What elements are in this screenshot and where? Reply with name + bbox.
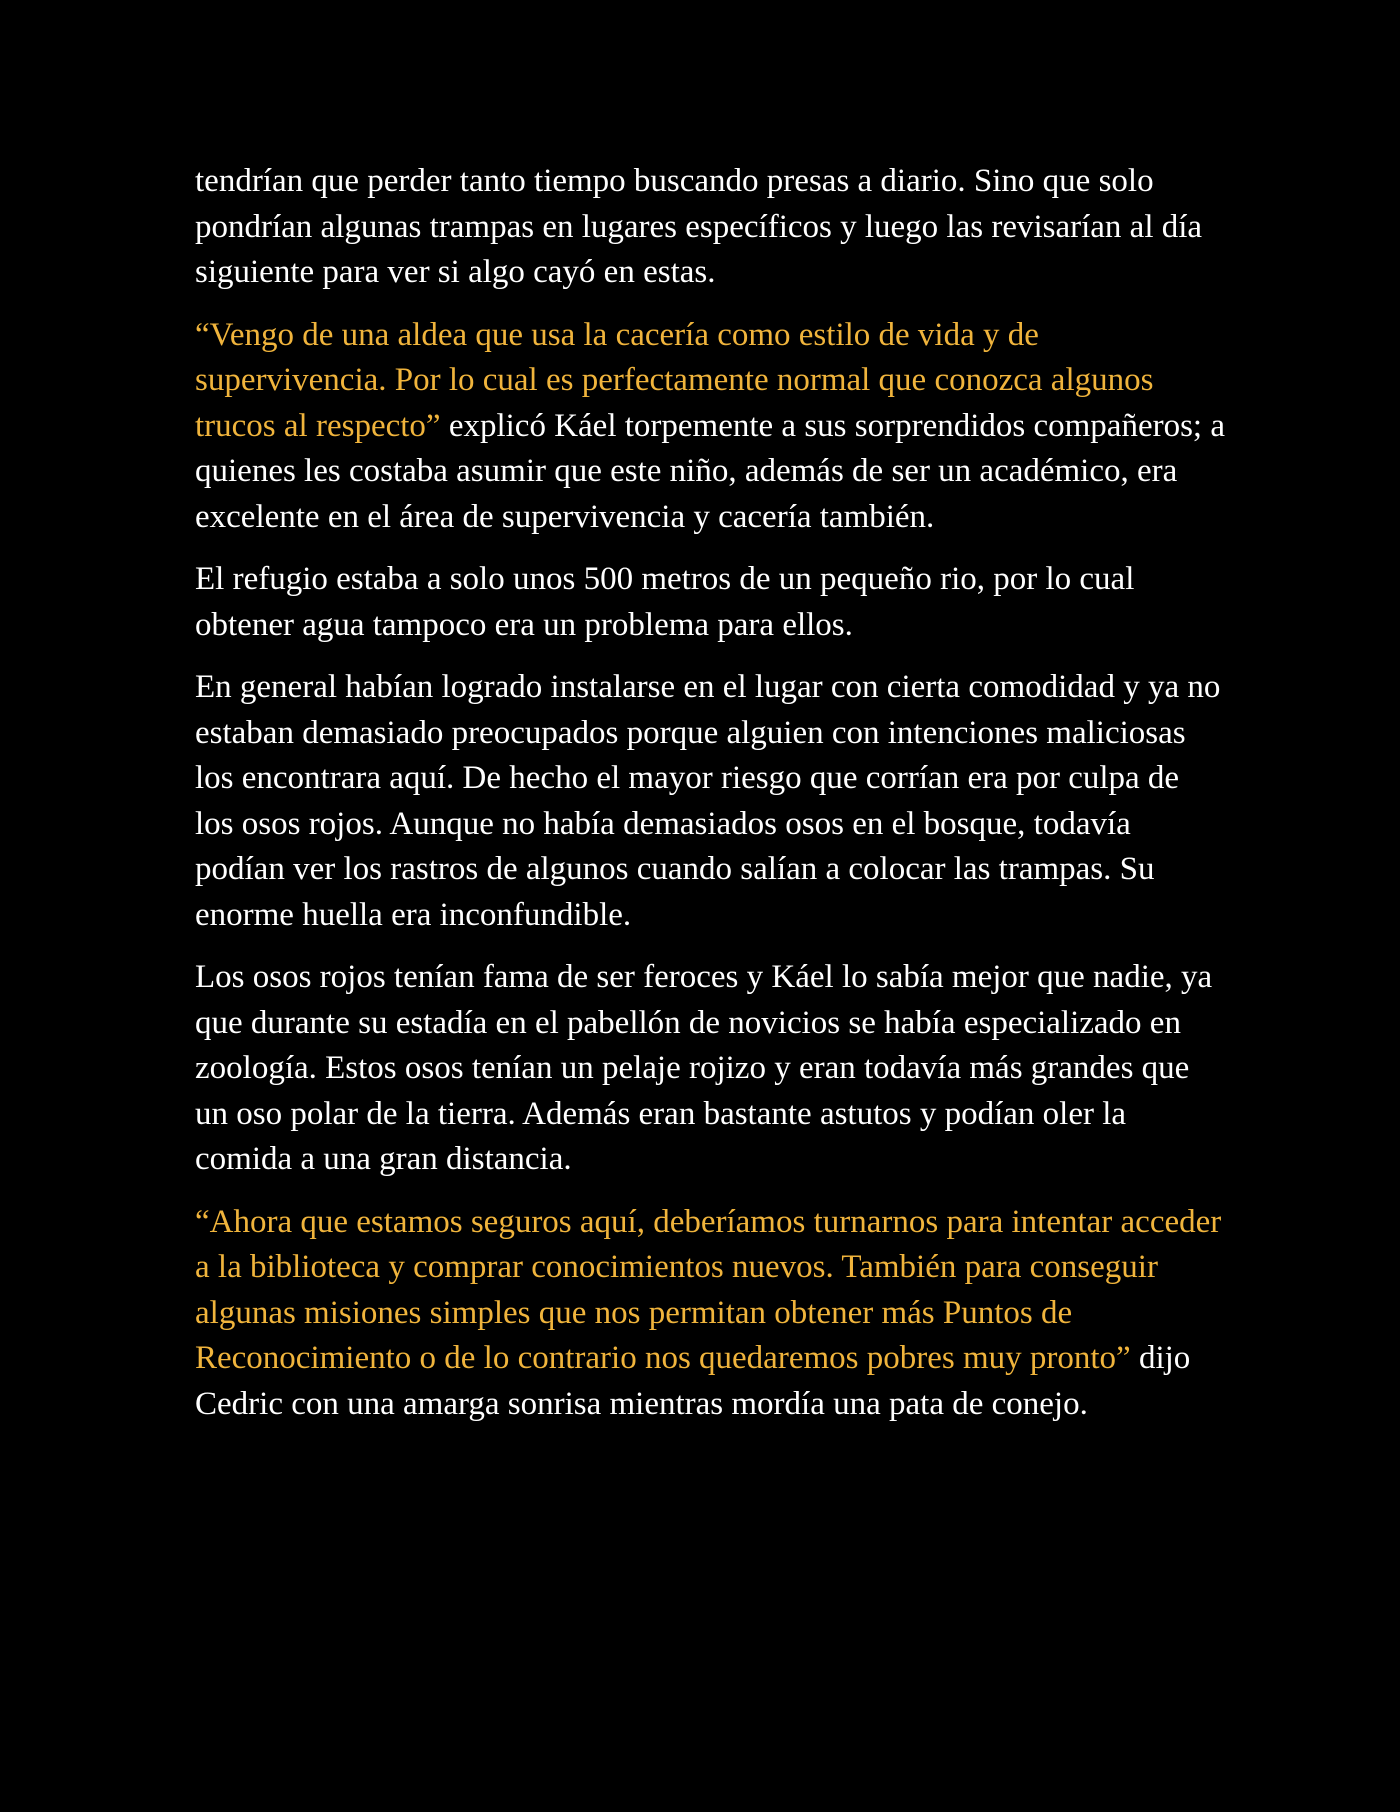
paragraph-2 bbox=[195, 313, 1225, 541]
narration-text: tendrían que perder tanto tiempo buscando presas a diario. Sino que solo pondrían algunas trampas en lugares específicos y luego las revisarían al día siguiente para ver si algo cayó en estas. bbox=[195, 163, 1203, 290]
narration-text: En general habían logrado instalarse en el lugar con cierta comodidad y ya no estaban demasiado preocupados porque alguien con intenciones maliciosas los encontrara aquí. De hecho el mayor riesgo que corrían era por culpa de los osos rojos. Aunque no había demasiados osos en el bosque, todavía podían ver los rastros de algunos cuando salían a colocar las trampas. Su enorme huella era inconfundible. bbox=[195, 669, 1221, 933]
text-body bbox=[195, 159, 1225, 1444]
narration-text: explicó Káel torpemente a sus sorprendidos compañeros; a quienes les costaba asumir que este niño, además de ser un académico, era excelente en el área de supervivencia y cacería también. bbox=[195, 407, 1225, 535]
narration-text: dijo Cedric con una amarga sonrisa mientras mordía una pata de conejo. bbox=[195, 1340, 1191, 1422]
dialogue-text-cedric: “Ahora que estamos seguros aquí, deberíamos turnarnos para intentar acceder a la biblioteca y comprar conocimientos nuevos. También para conseguir algunas misiones simples que nos permitan obtener más Puntos de Reconocimiento o de lo contrario nos quedaremos pobres muy pronto” bbox=[195, 1203, 1222, 1376]
paragraph-1 bbox=[195, 159, 1225, 296]
paragraph-3 bbox=[195, 557, 1225, 648]
narration-text: El refugio estaba a solo unos 500 metros de un pequeño rio, por lo cual obtener agua tampoco era un problema para ellos. bbox=[195, 561, 1135, 643]
paragraph-5 bbox=[195, 955, 1225, 1183]
narration-text: Los osos rojos tenían fama de ser feroces y Káel lo sabía mejor que nadie, ya que durante su estadía en el pabellón de novicios se había especializado en zoología. Estos osos tenían un pelaje rojizo y eran todavía más grandes que un oso polar de la tierra. Además eran bastante astutos y podían oler la comida a una gran distancia. bbox=[195, 959, 1213, 1177]
paragraph-6 bbox=[195, 1200, 1225, 1428]
dialogue-text-kael: “Vengo de una aldea que usa la cacería como estilo de vida y de supervivencia. Por lo cual es perfectamente normal que conozca algunos trucos al respecto” bbox=[195, 316, 1154, 444]
paragraph-4 bbox=[195, 665, 1225, 938]
